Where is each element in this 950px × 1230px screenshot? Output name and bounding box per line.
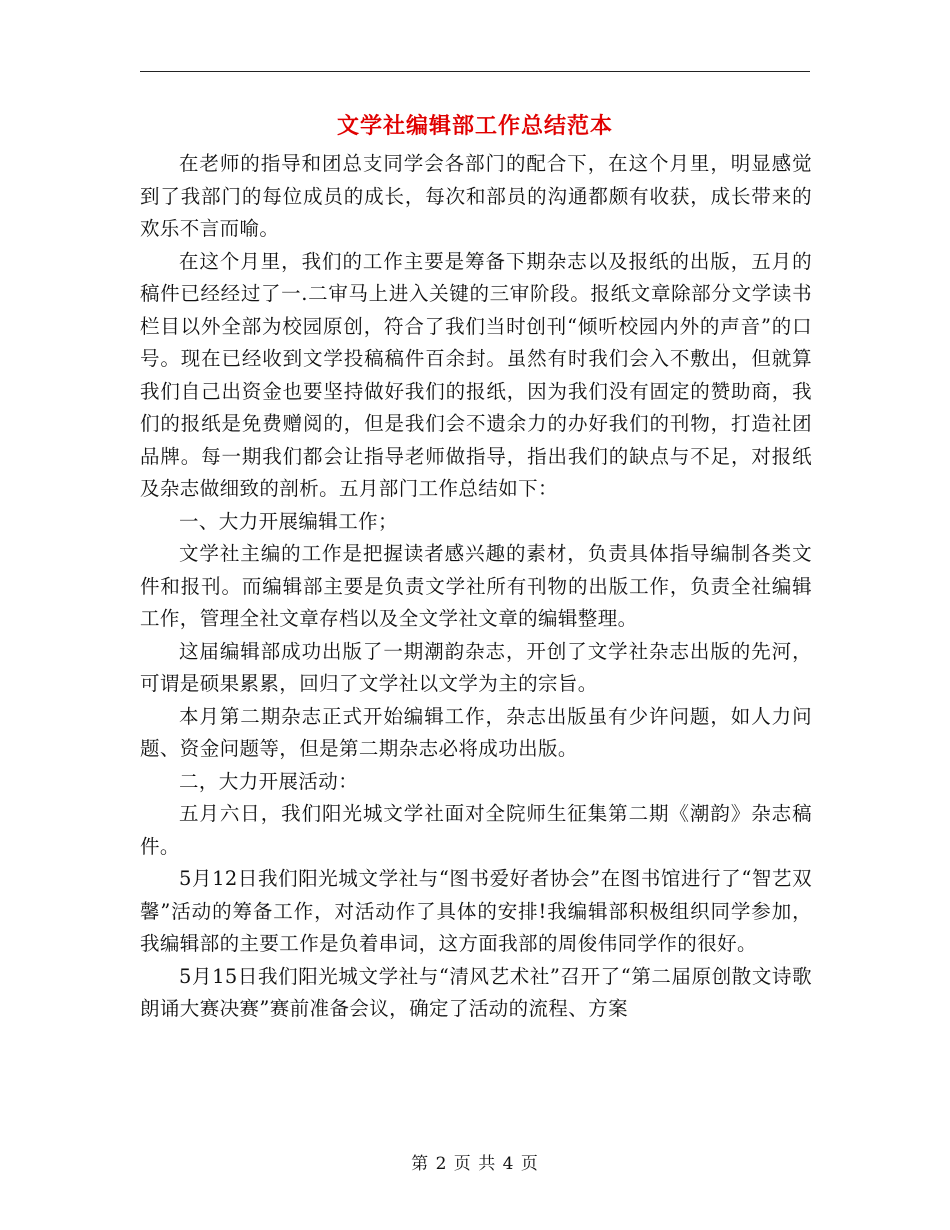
document-title: 文学社编辑部工作总结范本: [336, 113, 613, 139]
paragraph-8: 5月15日我们阳光城文学社与“清风艺术社”召开了“第二届原创散文诗歌朗诵大赛决赛”赛前准备会议，确定了活动的流程、方案: [140, 964, 812, 1020]
paragraph-7: 5月12日我们阳光城文学社与“图书爱好者协会”在图书馆进行了“智艺双馨”活动的筹备工作，对活动作了具体的安排!我编辑部积极组织同学参加，我编辑部的主要工作是负着串词，这方面我部的周俊伟同学作的很好。: [140, 867, 812, 955]
paragraph-4: 这届编辑部成功出版了一期潮韵杂志，开创了文学社杂志出版的先河，可谓是硕果累累，回归了文学社以文学为主的宗旨。: [140, 639, 812, 695]
section-heading-2: 二，大力开展活动：: [179, 769, 359, 793]
document-body: [140, 148, 812, 1026]
paragraph-5: 本月第二期杂志正式开始编辑工作，杂志出版虽有少许问题，如人力问题、资金问题等，但是第二期杂志必将成功出版。: [140, 704, 812, 760]
paragraph-1: 在老师的指导和团总支同学会各部门的配合下，在这个月里，明显感觉到了我部门的每位成员的成长，每次和部员的沟通都颇有收获，成长带来的欢乐不言而喻。: [140, 152, 812, 240]
paragraph-6: 五月六日，我们阳光城文学社面对全院师生征集第二期《潮韵》杂志稿件。: [140, 802, 812, 858]
paragraph-2: 在这个月里，我们的工作主要是筹备下期杂志以及报纸的出版，五月的稿件已经经过了一.二审马上进入关键的三审阶段。报纸文章除部分文学读书栏目以外全部为校园原创，符合了我们当时创刊“倾听校园内外的声音”的口号。现在已经收到文学投稿稿件百余封。虽然有时我们会入不敷出，但就算我们自己出资金也要坚持做好我们的报纸，因为我们没有固定的赞助商，我们的报纸是免费赠阅的，但是我们会不遗余力的办好我们的刊物，打造社团品牌。每一期我们都会让指导老师做指导，指出我们的缺点与不足，对报纸及杂志做细致的剖析。五月部门工作总结如下：: [140, 249, 812, 500]
page-footer: [0, 1152, 950, 1176]
page-number: 第 2 页 共 4 页: [411, 1154, 539, 1174]
section-heading-1: 一、大力开展编辑工作；: [179, 509, 398, 533]
header-rule: [140, 71, 810, 72]
paragraph-3: 文学社主编的工作是把握读者感兴趣的素材，负责具体指导编制各类文件和报刊。而编辑部主要是负责文学社所有刊物的出版工作，负责全社编辑工作，管理全社文章存档以及全文学社文章的编辑整理。: [140, 542, 812, 630]
